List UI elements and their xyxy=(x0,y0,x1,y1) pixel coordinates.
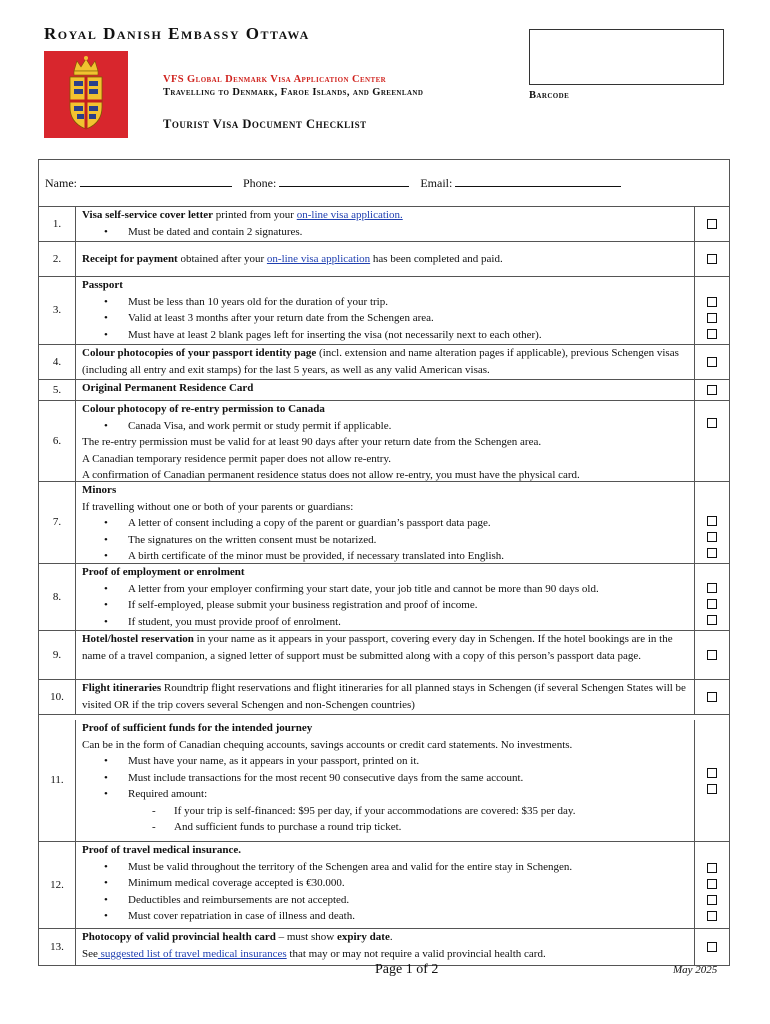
item-title: Proof of sufficient funds for the intended journey xyxy=(82,722,313,734)
item-text: that may or may not require a valid provincial health card. xyxy=(286,947,546,960)
checkbox[interactable] xyxy=(707,692,717,702)
bullet-item: • A letter from your employer confirming your start date, your job title and cannot be more than 90 days old. xyxy=(82,581,688,598)
item-title: Visa self-service cover letter xyxy=(82,209,214,221)
sub-item: - If your trip is self-financed: $95 per day, if your accommodations are covered: $35 per day. xyxy=(82,803,688,820)
bullet-item: • Must have your name, as it appears in your passport, printed on it. xyxy=(82,753,688,770)
checkbox[interactable] xyxy=(707,516,717,526)
bullet-item: • Must have at least 2 blank pages left for inserting the visa (not necessarily next to each other). xyxy=(82,327,688,344)
embassy-title: Royal Danish Embassy Ottawa xyxy=(44,24,310,43)
checklist-row xyxy=(39,631,729,680)
item-title: Minors xyxy=(82,484,117,496)
item-number: 7. xyxy=(39,482,76,563)
item-text: A confirmation of Canadian permanent residence status does not allow re-entry, you must have the physical card. xyxy=(82,469,580,481)
item-text: See xyxy=(82,947,98,960)
checklist-row xyxy=(39,680,729,715)
bullet-item: • A birth certificate of the minor must be provided, if necessary translated into English. xyxy=(82,548,688,565)
name-field[interactable] xyxy=(45,176,232,191)
checkbox[interactable] xyxy=(707,895,717,905)
item-text: The re-entry permission must be valid for at least 90 days after your return date from the Schengen area. xyxy=(82,436,542,448)
checklist-row xyxy=(39,929,729,965)
checkbox[interactable] xyxy=(707,254,717,264)
email-label: Email: xyxy=(420,176,453,190)
checklist-row xyxy=(39,401,729,482)
checkbox[interactable] xyxy=(707,548,717,558)
checklist-row xyxy=(39,207,729,242)
document-title: Tourist Visa Document Checklist xyxy=(163,117,367,131)
item-text: If travelling without one or both of your parents or guardians: xyxy=(82,500,354,513)
checkbox[interactable] xyxy=(707,784,717,794)
danish-coat-of-arms-logo xyxy=(44,51,128,138)
bullet-item: • If self-employed, please submit your business registration and proof of income. xyxy=(82,597,688,614)
checkbox[interactable] xyxy=(707,219,717,229)
checkbox[interactable] xyxy=(707,297,717,307)
document-date: May 2025 xyxy=(673,964,718,976)
checkbox[interactable] xyxy=(707,532,717,542)
item-number: 9. xyxy=(39,631,76,679)
item-number: 10. xyxy=(39,680,76,714)
email-field[interactable] xyxy=(420,176,621,191)
barcode-box xyxy=(529,29,724,85)
bullet-item: • If student, you must provide proof of enrolment. xyxy=(82,614,688,631)
item-text: Can be in the form of Canadian chequing accounts, savings accounts or credit card statements. No investments. xyxy=(82,738,573,751)
checkbox[interactable] xyxy=(707,583,717,593)
contact-fields xyxy=(39,160,729,207)
checkbox[interactable] xyxy=(707,418,717,428)
item-number: 1. xyxy=(39,207,76,241)
item-emphasis: expiry date xyxy=(336,931,390,943)
item-text: obtained after your xyxy=(177,252,267,265)
online-application-link[interactable]: on-line visa application. xyxy=(296,209,403,221)
item-title: Passport xyxy=(82,279,123,291)
phone-label: Phone: xyxy=(243,176,277,190)
checklist-row xyxy=(39,277,729,345)
online-application-link[interactable]: on-line visa application xyxy=(266,252,371,265)
checkbox[interactable] xyxy=(707,329,717,339)
bullet-item: • Must be less than 10 years old for the duration of your trip. xyxy=(82,294,688,311)
barcode-label: Barcode xyxy=(529,90,570,101)
item-number: 5. xyxy=(39,380,76,400)
checkbox[interactable] xyxy=(707,942,717,952)
item-number: 13. xyxy=(39,929,76,965)
checkbox[interactable] xyxy=(707,768,717,778)
bullet-item: • Canada Visa, and work permit or study permit if applicable. xyxy=(82,418,688,435)
bullet-item: • The signatures on the written consent must be notarized. xyxy=(82,532,688,549)
checklist-row xyxy=(39,380,729,401)
checkbox[interactable] xyxy=(707,385,717,395)
bullet-item: • Must be dated and contain 2 signatures. xyxy=(82,224,688,241)
checklist-row xyxy=(39,842,729,929)
item-text: . xyxy=(389,931,393,943)
sub-item: - And sufficient funds to purchase a round trip ticket. xyxy=(82,819,688,836)
checklist-table xyxy=(38,159,730,966)
bullet-item: • Required amount: xyxy=(82,786,688,803)
bullet-item: • Must be valid throughout the territory of the Schengen area and valid for the entire stay in Schengen. xyxy=(82,859,688,876)
item-number: 2. xyxy=(39,242,76,276)
item-number: 11. xyxy=(39,720,76,841)
bullet-item: • Must include transactions for the most recent 90 consecutive days from the same account. xyxy=(82,770,688,787)
item-title: Receipt for payment xyxy=(82,252,178,265)
checklist-row xyxy=(39,242,729,277)
item-number: 12. xyxy=(39,842,76,928)
item-number: 6. xyxy=(39,401,76,481)
item-text: in your name as it appears in your passport, covering every day in Schengen. If the hotel bookings are in the name of a travel companion, a signed letter of support must be submitted along with a copy of this person’s passport data page. xyxy=(82,633,673,662)
item-text: – must show xyxy=(275,931,337,943)
checkbox[interactable] xyxy=(707,879,717,889)
bullet-item: • A letter of consent including a copy of the parent or guardian’s passport data page. xyxy=(82,515,688,532)
item-number: 4. xyxy=(39,345,76,379)
name-label: Name: xyxy=(45,176,77,190)
checklist-row xyxy=(39,345,729,380)
checkbox[interactable] xyxy=(707,650,717,660)
item-number: 3. xyxy=(39,277,76,344)
checkbox[interactable] xyxy=(707,615,717,625)
checklist-row xyxy=(39,715,729,842)
item-title: Original Permanent Residence Card xyxy=(76,380,695,400)
item-title: Colour photocopy of re-entry permission to Canada xyxy=(82,403,325,415)
insurance-list-link[interactable]: suggested list of travel medical insurances xyxy=(97,947,287,960)
item-title: Flight itineraries xyxy=(82,682,162,694)
checkbox[interactable] xyxy=(707,357,717,367)
checklist-row xyxy=(39,564,729,631)
item-title: Photocopy of valid provincial health card xyxy=(82,931,276,943)
bullet-item: • Valid at least 3 months after your return date from the Schengen area. xyxy=(82,310,688,327)
item-title: Proof of employment or enrolment xyxy=(82,566,245,578)
bullet-item: • Minimum medical coverage accepted is €30.000. xyxy=(82,875,688,892)
bullet-item: • Must cover repatriation in case of illness and death. xyxy=(82,908,688,925)
item-title: Colour photocopies of your passport identity page xyxy=(82,347,317,359)
checkbox[interactable] xyxy=(707,911,717,921)
vfs-center-line: VFS Global Denmark Visa Application Center xyxy=(163,74,387,85)
phone-field[interactable] xyxy=(243,176,409,191)
page-number: Page 1 of 2 xyxy=(375,962,439,977)
item-text: (incl. extension and name alteration pages if applicable), previous Schengen visas (including all entry and exit stamps) for the last 5 years, as well as any valid American visas. xyxy=(82,347,679,376)
checklist-row xyxy=(39,482,729,564)
item-text: printed from your xyxy=(213,209,297,221)
item-title: Hotel/hostel reservation xyxy=(82,633,194,645)
checkbox[interactable] xyxy=(707,863,717,873)
item-title: Proof of travel medical insurance. xyxy=(82,844,241,856)
item-text: has been completed and paid. xyxy=(370,252,503,265)
checkbox[interactable] xyxy=(707,313,717,323)
checkbox[interactable] xyxy=(707,599,717,609)
item-text: Roundtrip flight reservations and flight itineraries for all planned stays in Schengen (if several Schengen States will be visited OR if the trip covers several Schengen and non-Schengen countries) xyxy=(82,682,686,711)
travel-destinations-line: Travelling to Denmark, Faroe Islands, and Greenland xyxy=(163,87,424,98)
item-number: 8. xyxy=(39,564,76,630)
bullet-item: • Deductibles and reimbursements are not accepted. xyxy=(82,892,688,909)
item-text: A Canadian temporary residence permit paper does not allow re-entry. xyxy=(82,452,392,465)
